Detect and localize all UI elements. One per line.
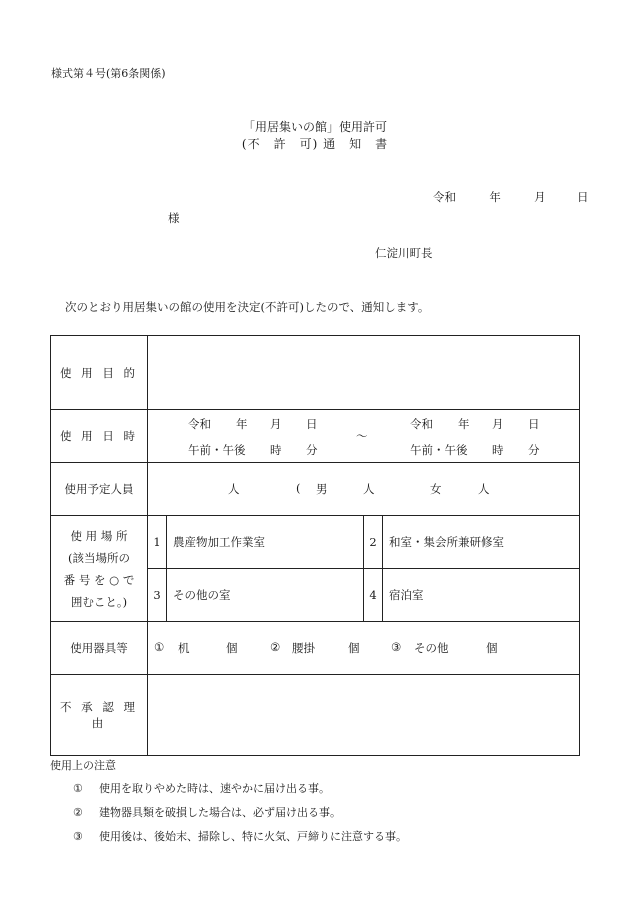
note-text: 使用を取りやめた時は、速やかに届け出る事。 [99,782,330,795]
equipment-mark: ③ [391,640,402,654]
people-total-unit: 人 [228,482,240,496]
place-option-name[interactable]: 農産物加工作業室 [167,516,364,569]
date-day: 日 [576,190,589,204]
people-male: 男 [316,482,328,496]
equipment-unit: 個 [226,641,238,655]
document-title-line2: (不 許 可) 通 知 書 [241,137,389,151]
equipment-unit: 個 [486,641,498,655]
issuer-name: 仁淀川町長 [375,246,433,260]
start-era: 令和 [188,417,211,431]
range-tilde: ～ [356,429,368,443]
note-item [73,828,407,844]
note-item [73,804,341,820]
end-year: 年 [458,417,470,431]
place-label-line2: (該当場所の [68,550,130,565]
place-label-line3: 番 号 を ○ で [63,572,135,587]
notes-heading: 使用上の注意 [50,759,116,772]
start-day: 日 [306,417,318,431]
reason-label: 不 承 認 理 由 [51,675,148,756]
place-label [51,516,148,622]
form-number: 様式第４号(第6条関係) [51,67,166,80]
end-hour: 時 [492,443,504,457]
start-minute: 分 [306,443,318,457]
equipment-name: 机 [178,641,190,655]
equipment-label: 使用器具等 [51,622,148,675]
people-female-unit: 人 [478,482,490,496]
equipment-mark: ② [270,640,281,654]
purpose-label: 使 用 目 的 [51,336,148,410]
document-title-line1: 「用居集いの館」使用許可 [242,120,387,134]
place-option-number[interactable]: 1 [148,516,167,569]
end-month: 月 [492,417,504,431]
people-field[interactable] [148,463,580,516]
end-minute: 分 [528,443,540,457]
note-text: 建物器具類を破損した場合は、必ず届け出る事。 [99,806,341,819]
note-mark: ③ [73,830,83,843]
datetime-label: 使 用 日 時 [51,410,148,463]
place-option-name[interactable]: 和室・集会所兼研修室 [383,516,580,569]
equipment-unit: 個 [348,641,360,655]
date-era: 令和 [433,190,456,204]
people-male-unit: 人 [363,482,375,496]
note-mark: ① [73,782,83,795]
place-option-number[interactable]: 4 [364,569,383,622]
addressee-suffix: 様 [168,211,180,225]
people-female: 女 [430,482,442,496]
start-ampm: 午前・午後 [188,443,246,457]
people-paren: ( [296,481,301,495]
reason-field[interactable] [148,675,580,756]
people-label: 使用予定人員 [51,463,148,516]
place-option-name[interactable]: その他の室 [167,569,364,622]
start-hour: 時 [270,443,282,457]
end-day: 日 [528,417,540,431]
start-year: 年 [236,417,248,431]
start-month: 月 [270,417,282,431]
date-year: 年 [489,190,501,204]
place-label-line1: 使 用 場 所 [70,528,128,543]
place-label-line4: 囲むこと。) [70,594,128,609]
purpose-field[interactable] [148,336,580,410]
note-item [73,780,330,796]
place-option-number[interactable]: 2 [364,516,383,569]
note-text: 使用後は、後始末、掃除し、特に火気、戸締りに注意する事。 [99,830,407,843]
equipment-name: 腰掛 [292,641,315,655]
end-era: 令和 [410,417,433,431]
intro-text: 次のとおり用居集いの館の使用を決定(不許可)したので、通知します。 [65,300,430,314]
note-mark: ② [73,806,83,819]
end-ampm: 午前・午後 [410,443,468,457]
datetime-field[interactable] [148,410,580,463]
place-option-number[interactable]: 3 [148,569,167,622]
date-month: 月 [534,190,546,204]
place-option-name[interactable]: 宿泊室 [383,569,580,622]
place-options [148,516,580,622]
equipment-mark: ① [154,640,165,654]
equipment-name: その他 [414,641,449,655]
application-table [50,335,580,756]
equipment-field[interactable] [148,622,580,675]
issue-date [433,189,588,205]
